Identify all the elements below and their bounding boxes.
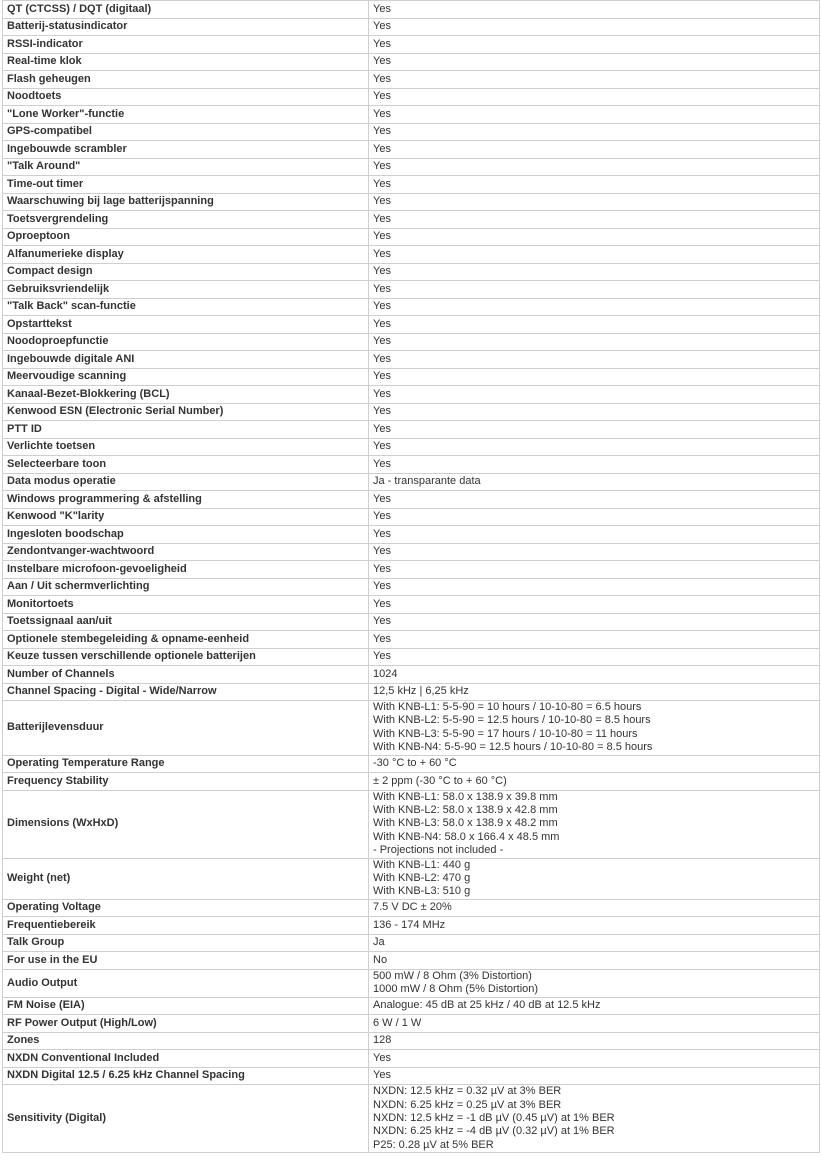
spec-label: Optionele stembegeleiding & opname-eenheid bbox=[3, 631, 369, 649]
spec-value-line: Yes bbox=[373, 1069, 391, 1082]
spec-value bbox=[369, 246, 820, 264]
spec-value-line: NXDN: 6.25 kHz = 0.25 µV at 3% BER bbox=[373, 1098, 562, 1111]
table-row bbox=[3, 421, 820, 439]
spec-value bbox=[369, 631, 820, 649]
table-row bbox=[3, 281, 820, 299]
spec-value-line: Yes bbox=[373, 545, 391, 558]
spec-label: Sensitivity (Digital) bbox=[3, 1085, 369, 1153]
spec-value-line: Yes bbox=[373, 352, 391, 365]
spec-value bbox=[369, 176, 820, 194]
spec-value-line: Yes bbox=[373, 230, 391, 243]
spec-value bbox=[369, 561, 820, 579]
table-row bbox=[3, 1085, 820, 1153]
table-row bbox=[3, 438, 820, 456]
table-row bbox=[3, 403, 820, 421]
spec-value-line: - Projections not included - bbox=[373, 844, 504, 857]
spec-value bbox=[369, 1032, 820, 1050]
spec-value bbox=[369, 526, 820, 544]
table-row bbox=[3, 543, 820, 561]
table-row bbox=[3, 666, 820, 684]
spec-value-line: With KNB-L3: 510 g bbox=[373, 885, 471, 898]
spec-value bbox=[369, 1085, 820, 1153]
spec-value-line: 500 mW / 8 Ohm (3% Distortion) bbox=[373, 969, 532, 982]
spec-value-line: Yes bbox=[373, 510, 391, 523]
spec-label: Zones bbox=[3, 1032, 369, 1050]
spec-value bbox=[369, 934, 820, 952]
table-row bbox=[3, 123, 820, 141]
spec-label: Kenwood "K"larity bbox=[3, 508, 369, 526]
spec-label: Weight (net) bbox=[3, 858, 369, 899]
spec-label: Compact design bbox=[3, 263, 369, 281]
spec-value bbox=[369, 351, 820, 369]
table-row bbox=[3, 508, 820, 526]
spec-label: Toetsvergrendeling bbox=[3, 211, 369, 229]
table-row bbox=[3, 386, 820, 404]
spec-label: Kenwood ESN (Electronic Serial Number) bbox=[3, 403, 369, 421]
spec-value bbox=[369, 421, 820, 439]
spec-label: Data modus operatie bbox=[3, 473, 369, 491]
spec-label: Channel Spacing - Digital - Wide/Narrow bbox=[3, 683, 369, 701]
spec-value bbox=[369, 36, 820, 54]
spec-value-line: With KNB-N4: 58.0 x 166.4 x 48.5 mm bbox=[373, 830, 560, 843]
spec-label: Number of Channels bbox=[3, 666, 369, 684]
spec-label: Noodoproepfunctie bbox=[3, 333, 369, 351]
spec-label: Real-time klok bbox=[3, 53, 369, 71]
spec-value-line: 12,5 kHz | 6,25 kHz bbox=[373, 685, 469, 698]
spec-value bbox=[369, 263, 820, 281]
spec-label: GPS-compatibel bbox=[3, 123, 369, 141]
spec-value-line: Yes bbox=[373, 55, 391, 68]
spec-value bbox=[369, 456, 820, 474]
table-row bbox=[3, 701, 820, 756]
spec-value-line: Yes bbox=[373, 492, 391, 505]
table-row bbox=[3, 1015, 820, 1033]
spec-label: Waarschuwing bij lage batterijspanning bbox=[3, 193, 369, 211]
spec-value bbox=[369, 211, 820, 229]
spec-value-line: 1000 mW / 8 Ohm (5% Distortion) bbox=[373, 983, 539, 996]
spec-value bbox=[369, 969, 820, 997]
table-row bbox=[3, 36, 820, 54]
spec-label: PTT ID bbox=[3, 421, 369, 439]
spec-value bbox=[369, 316, 820, 334]
table-row bbox=[3, 141, 820, 159]
spec-value-line: With KNB-L2: 470 g bbox=[373, 872, 471, 885]
spec-value-line: Yes bbox=[373, 2, 391, 15]
table-row bbox=[3, 790, 820, 858]
table-row bbox=[3, 176, 820, 194]
spec-value bbox=[369, 141, 820, 159]
table-row bbox=[3, 773, 820, 791]
spec-value bbox=[369, 403, 820, 421]
table-row bbox=[3, 158, 820, 176]
table-row bbox=[3, 899, 820, 917]
table-row bbox=[3, 526, 820, 544]
spec-value bbox=[369, 613, 820, 631]
spec-label: Ingebouwde digitale ANI bbox=[3, 351, 369, 369]
spec-value bbox=[369, 473, 820, 491]
spec-label: Audio Output bbox=[3, 969, 369, 997]
spec-label: "Talk Around" bbox=[3, 158, 369, 176]
spec-label: Windows programmering & afstelling bbox=[3, 491, 369, 509]
table-row bbox=[3, 491, 820, 509]
spec-value-line: Yes bbox=[373, 387, 391, 400]
spec-label: RF Power Output (High/Low) bbox=[3, 1015, 369, 1033]
spec-value-line: Yes bbox=[373, 212, 391, 225]
spec-label: Kanaal-Bezet-Blokkering (BCL) bbox=[3, 386, 369, 404]
spec-label: Alfanumerieke display bbox=[3, 246, 369, 264]
table-row bbox=[3, 683, 820, 701]
spec-value bbox=[369, 755, 820, 773]
spec-table bbox=[2, 0, 820, 1153]
table-row bbox=[3, 1, 820, 19]
spec-label: Ingebouwde scrambler bbox=[3, 141, 369, 159]
table-row bbox=[3, 578, 820, 596]
spec-value bbox=[369, 790, 820, 858]
spec-value-line: P25: 0.28 µV at 5% BER bbox=[373, 1138, 494, 1151]
spec-value bbox=[369, 917, 820, 935]
table-row bbox=[3, 613, 820, 631]
spec-value-line: With KNB-L3: 58.0 x 138.9 x 48.2 mm bbox=[373, 817, 558, 830]
spec-label: Aan / Uit schermverlichting bbox=[3, 578, 369, 596]
spec-value-line: Yes bbox=[373, 335, 391, 348]
table-row bbox=[3, 755, 820, 773]
spec-label: Monitortoets bbox=[3, 596, 369, 614]
spec-value bbox=[369, 368, 820, 386]
spec-value-line: Analogue: 45 dB at 25 kHz / 40 dB at 12.5 kHz bbox=[373, 999, 601, 1012]
spec-label: Gebruiksvriendelijk bbox=[3, 281, 369, 299]
spec-value bbox=[369, 858, 820, 899]
spec-label: Talk Group bbox=[3, 934, 369, 952]
spec-value-line: With KNB-L1: 58.0 x 138.9 x 39.8 mm bbox=[373, 790, 558, 803]
spec-value-line: 7.5 V DC ± 20% bbox=[373, 901, 452, 914]
spec-value-line: With KNB-L3: 5-5-90 = 17 hours / 10-10-80 = 11 hours bbox=[373, 727, 638, 740]
table-row bbox=[3, 71, 820, 89]
spec-value-line: NXDN: 6.25 kHz = -4 dB µV (0.32 µV) at 1% BER bbox=[373, 1125, 615, 1138]
spec-label: Batterijlevensduur bbox=[3, 701, 369, 756]
table-row bbox=[3, 228, 820, 246]
spec-value-line: With KNB-L2: 58.0 x 138.9 x 42.8 mm bbox=[373, 804, 558, 817]
spec-value bbox=[369, 701, 820, 756]
spec-value-line: With KNB-N4: 5-5-90 = 12.5 hours / 10-10-80 = 8.5 hours bbox=[373, 741, 653, 754]
spec-label: Flash geheugen bbox=[3, 71, 369, 89]
spec-label: Dimensions (WxHxD) bbox=[3, 790, 369, 858]
spec-value-line: Yes bbox=[373, 72, 391, 85]
spec-value bbox=[369, 386, 820, 404]
table-row bbox=[3, 106, 820, 124]
spec-value-line: -30 °C to + 60 °C bbox=[373, 757, 457, 770]
spec-label: Operating Temperature Range bbox=[3, 755, 369, 773]
spec-value bbox=[369, 158, 820, 176]
spec-value bbox=[369, 1015, 820, 1033]
spec-value bbox=[369, 106, 820, 124]
spec-value-line: Yes bbox=[373, 90, 391, 103]
spec-value bbox=[369, 1050, 820, 1068]
spec-label: NXDN Digital 12.5 / 6.25 kHz Channel Spacing bbox=[3, 1067, 369, 1085]
spec-label: Keuze tussen verschillende optionele batterijen bbox=[3, 648, 369, 666]
spec-value-line: Yes bbox=[373, 650, 391, 663]
spec-value-line: 6 W / 1 W bbox=[373, 1016, 422, 1029]
spec-value-line: Yes bbox=[373, 562, 391, 575]
table-row bbox=[3, 53, 820, 71]
spec-value bbox=[369, 193, 820, 211]
spec-value-line: Yes bbox=[373, 107, 391, 120]
spec-value-line: Yes bbox=[373, 300, 391, 313]
spec-value bbox=[369, 281, 820, 299]
table-row bbox=[3, 952, 820, 970]
spec-value bbox=[369, 683, 820, 701]
spec-value-line: 128 bbox=[373, 1034, 392, 1047]
spec-value bbox=[369, 596, 820, 614]
table-row bbox=[3, 316, 820, 334]
spec-label: Toetssignaal aan/uit bbox=[3, 613, 369, 631]
spec-label: Zendontvanger-wachtwoord bbox=[3, 543, 369, 561]
spec-label: Noodtoets bbox=[3, 88, 369, 106]
table-row bbox=[3, 858, 820, 899]
spec-value-line: Yes bbox=[373, 422, 391, 435]
spec-value-line: Yes bbox=[373, 142, 391, 155]
spec-value-line: With KNB-L1: 440 g bbox=[373, 858, 471, 871]
spec-value-line: Yes bbox=[373, 317, 391, 330]
spec-value-line: Yes bbox=[373, 282, 391, 295]
table-row bbox=[3, 368, 820, 386]
spec-value-line: Yes bbox=[373, 265, 391, 278]
spec-value bbox=[369, 298, 820, 316]
spec-label: Oproeptoon bbox=[3, 228, 369, 246]
spec-value-line: ± 2 ppm (-30 °C to + 60 °C) bbox=[373, 774, 507, 787]
table-row bbox=[3, 351, 820, 369]
spec-label: Meervoudige scanning bbox=[3, 368, 369, 386]
spec-value-line: Yes bbox=[373, 247, 391, 260]
spec-label: Operating Voltage bbox=[3, 899, 369, 917]
table-row bbox=[3, 934, 820, 952]
spec-table-body bbox=[3, 1, 820, 1153]
spec-label: Ingesloten boodschap bbox=[3, 526, 369, 544]
spec-label: NXDN Conventional Included bbox=[3, 1050, 369, 1068]
spec-value bbox=[369, 508, 820, 526]
spec-label: "Talk Back" scan-functie bbox=[3, 298, 369, 316]
spec-value-line: Ja bbox=[373, 936, 385, 949]
spec-value bbox=[369, 997, 820, 1015]
table-row bbox=[3, 631, 820, 649]
spec-label: FM Noise (EIA) bbox=[3, 997, 369, 1015]
spec-label: Instelbare microfoon-gevoeligheid bbox=[3, 561, 369, 579]
spec-label: Time-out timer bbox=[3, 176, 369, 194]
spec-value bbox=[369, 491, 820, 509]
table-row bbox=[3, 1032, 820, 1050]
spec-value-line: No bbox=[373, 953, 388, 966]
spec-value-line: Yes bbox=[373, 195, 391, 208]
table-row bbox=[3, 211, 820, 229]
spec-value-line: NXDN: 12.5 kHz = 0.32 µV at 3% BER bbox=[373, 1085, 562, 1098]
spec-value-line: Yes bbox=[373, 370, 391, 383]
table-row bbox=[3, 193, 820, 211]
spec-label: RSSI-indicator bbox=[3, 36, 369, 54]
table-row bbox=[3, 473, 820, 491]
table-row bbox=[3, 561, 820, 579]
table-row bbox=[3, 997, 820, 1015]
spec-value bbox=[369, 1067, 820, 1085]
spec-value bbox=[369, 53, 820, 71]
spec-value-line: Yes bbox=[373, 177, 391, 190]
spec-value bbox=[369, 71, 820, 89]
spec-value bbox=[369, 438, 820, 456]
spec-value-line: NXDN: 12.5 kHz = -1 dB µV (0.45 µV) at 1% BER bbox=[373, 1112, 615, 1124]
table-row bbox=[3, 1050, 820, 1068]
table-row bbox=[3, 246, 820, 264]
spec-value bbox=[369, 899, 820, 917]
spec-value bbox=[369, 648, 820, 666]
spec-value bbox=[369, 666, 820, 684]
spec-value bbox=[369, 333, 820, 351]
spec-label: Frequency Stability bbox=[3, 773, 369, 791]
spec-label: Batterij-statusindicator bbox=[3, 18, 369, 36]
table-row bbox=[3, 596, 820, 614]
spec-label: For use in the EU bbox=[3, 952, 369, 970]
spec-value bbox=[369, 1, 820, 19]
spec-value-line: Ja - transparante data bbox=[373, 475, 481, 488]
table-row bbox=[3, 917, 820, 935]
spec-value-line: Yes bbox=[373, 20, 391, 33]
spec-value bbox=[369, 18, 820, 36]
table-row bbox=[3, 298, 820, 316]
spec-label: Verlichte toetsen bbox=[3, 438, 369, 456]
table-row bbox=[3, 1067, 820, 1085]
spec-value-line: Yes bbox=[373, 632, 391, 645]
spec-label: QT (CTCSS) / DQT (digitaal) bbox=[3, 1, 369, 19]
table-row bbox=[3, 333, 820, 351]
spec-value-line: Yes bbox=[373, 125, 391, 138]
table-row bbox=[3, 18, 820, 36]
spec-value bbox=[369, 123, 820, 141]
spec-value-line: Yes bbox=[373, 597, 391, 610]
spec-value-line: Yes bbox=[373, 405, 391, 418]
spec-value-line: Yes bbox=[373, 160, 391, 173]
spec-value bbox=[369, 88, 820, 106]
spec-value-line: Yes bbox=[373, 37, 391, 50]
spec-value-line: Yes bbox=[373, 440, 391, 453]
table-row bbox=[3, 969, 820, 997]
table-row bbox=[3, 648, 820, 666]
table-row bbox=[3, 456, 820, 474]
spec-value-line: 136 - 174 MHz bbox=[373, 918, 446, 931]
spec-value-line: Yes bbox=[373, 457, 391, 470]
spec-label: Opstarttekst bbox=[3, 316, 369, 334]
spec-value-line: Yes bbox=[373, 1051, 391, 1064]
spec-value-line: Yes bbox=[373, 615, 391, 628]
spec-value-line: With KNB-L2: 5-5-90 = 12.5 hours / 10-10-80 = 8.5 hours bbox=[373, 714, 651, 727]
spec-value-line: 1024 bbox=[373, 667, 398, 680]
spec-label: Selecteerbare toon bbox=[3, 456, 369, 474]
table-row bbox=[3, 263, 820, 281]
table-row bbox=[3, 88, 820, 106]
spec-value-line: Yes bbox=[373, 527, 391, 540]
spec-value bbox=[369, 228, 820, 246]
spec-label: Frequentiebereik bbox=[3, 917, 369, 935]
spec-value bbox=[369, 952, 820, 970]
spec-value bbox=[369, 578, 820, 596]
spec-value bbox=[369, 773, 820, 791]
spec-value-line: Yes bbox=[373, 580, 391, 593]
spec-value bbox=[369, 543, 820, 561]
spec-label: "Lone Worker"-functie bbox=[3, 106, 369, 124]
spec-value-line: With KNB-L1: 5-5-90 = 10 hours / 10-10-80 = 6.5 hours bbox=[373, 701, 642, 713]
